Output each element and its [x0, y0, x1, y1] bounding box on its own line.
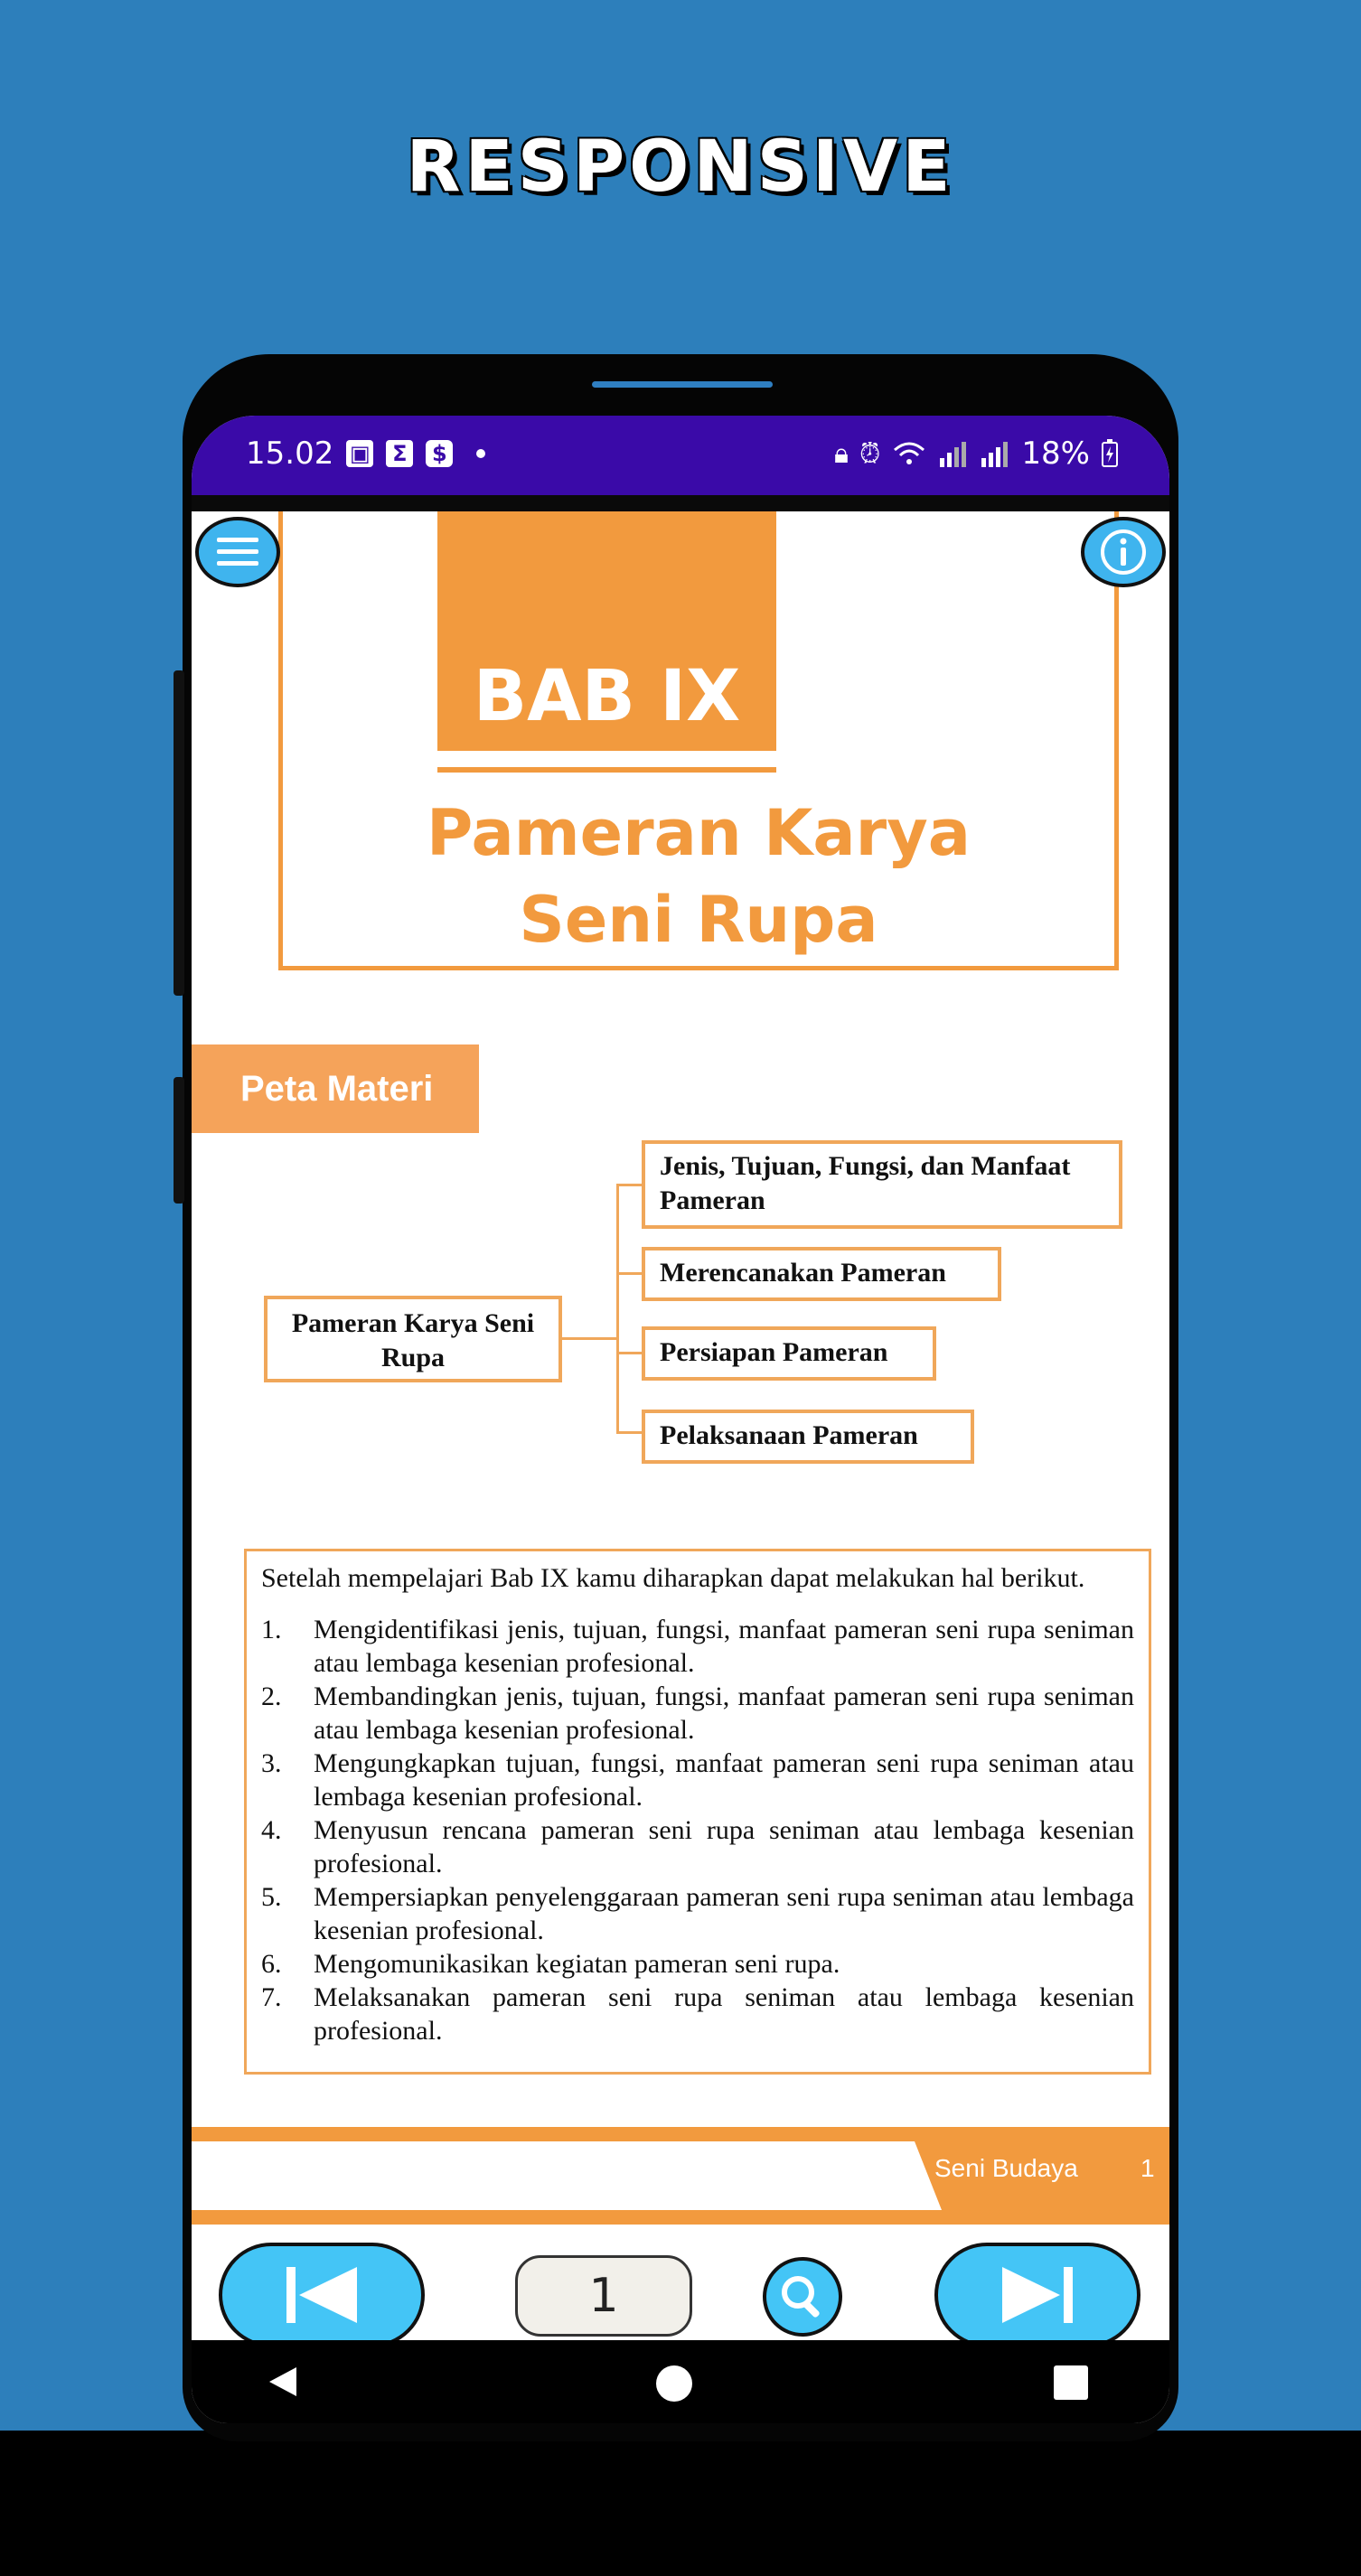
info-icon [1099, 528, 1148, 576]
item-number: 5. [261, 1882, 282, 1912]
screen [192, 416, 1169, 2423]
objectives-box [244, 1549, 1151, 2075]
mind-map-branch [642, 1247, 1001, 1301]
footer-page-number: 1 [1140, 2154, 1155, 2182]
battery-charging-icon [1101, 439, 1119, 468]
list-item [261, 1880, 1134, 1947]
shop-icon: $ [426, 440, 453, 467]
footer-bar [192, 2127, 1169, 2141]
search-icon [775, 2270, 830, 2324]
chapter-divider [437, 767, 776, 773]
section-label: Peta Materi [192, 1044, 479, 1133]
item-number: 4. [261, 1815, 282, 1845]
footer-label: Seni Budaya [934, 2154, 1078, 2182]
document-page [192, 511, 1169, 2228]
speaker-grille [592, 381, 773, 388]
list-item [261, 1981, 1134, 2047]
volume-button [174, 670, 184, 996]
sigma-icon: Σ [386, 440, 413, 467]
list-item [261, 1680, 1134, 1747]
mind-map-root-line1: Pameran Karya Seni [291, 1308, 535, 1338]
item-number: 3. [261, 1748, 282, 1778]
connector [616, 1272, 642, 1275]
branch-text: Persiapan Pameran [660, 1337, 888, 1367]
menu-icon [215, 534, 260, 570]
connector [562, 1337, 616, 1340]
info-button[interactable] [1081, 517, 1166, 587]
list-item [261, 1947, 1134, 1981]
signal-icon [938, 440, 969, 467]
item-text: Mengungkapkan tujuan, fungsi, manfaat pameran seni rupa seniman atau lembaga kesenian profesional. [314, 1748, 1134, 1812]
system-navigation-bar [192, 2340, 1169, 2423]
page-number-input[interactable] [515, 2255, 692, 2337]
phone-frame [183, 354, 1178, 2441]
alarm-icon: ⏰︎ [859, 437, 881, 470]
mind-map-branch [642, 1140, 1122, 1229]
recents-icon[interactable] [1052, 2364, 1090, 2402]
item-text: Mempersiapkan penyelenggaraan pameran seni rupa seniman atau lembaga kesenian profesional. [314, 1882, 1134, 1945]
chapter-title [278, 790, 1119, 963]
item-number: 2. [261, 1681, 282, 1711]
promo-title: RESPONSIVE [406, 126, 955, 208]
mind-map-root [264, 1296, 562, 1382]
item-number: 1. [261, 1615, 282, 1644]
chapter-title-line2: Seni Rupa [519, 883, 878, 957]
connector [616, 1184, 642, 1186]
branch-text: Pameran [660, 1185, 765, 1215]
bottom-band [0, 2431, 1361, 2576]
branch-text: Merencanakan Pameran [660, 1258, 946, 1288]
next-page-button[interactable] [934, 2243, 1140, 2347]
lock-icon: 🔒︎ [834, 437, 849, 470]
objectives-intro: Setelah mempelajari Bab IX kamu diharapkan dapat melakukan hal berikut. [261, 1563, 1085, 1593]
back-icon[interactable] [264, 2364, 300, 2400]
skip-previous-icon [281, 2263, 362, 2327]
list-item [261, 1613, 1134, 1680]
branch-text: Pelaksanaan Pameran [660, 1420, 918, 1450]
notification-dot-icon [476, 449, 485, 458]
status-time: 15.02 [246, 436, 334, 472]
power-button [174, 1077, 184, 1204]
home-icon[interactable] [654, 2364, 694, 2403]
list-item [261, 1813, 1134, 1880]
item-text: Membandingkan jenis, tujuan, fungsi, manfaat pameran seni rupa seniman atau lembaga kesenian profesional. [314, 1681, 1134, 1745]
list-item [261, 1747, 1134, 1813]
item-text: Mengomunikasikan kegiatan pameran seni rupa. [314, 1949, 840, 1979]
mind-map-root-line2: Rupa [380, 1343, 446, 1372]
item-text: Melaksanakan pameran seni rupa seniman atau lembaga kesenian profesional. [314, 1982, 1134, 2046]
item-number: 7. [261, 1982, 282, 2012]
connector [616, 1184, 619, 1431]
connector [616, 1352, 642, 1354]
menu-button[interactable] [195, 517, 280, 587]
skip-next-icon [997, 2263, 1078, 2327]
item-text: Mengidentifikasi jenis, tujuan, fungsi, manfaat pameran seni rupa seniman atau lembaga kesenian profesional. [314, 1615, 1134, 1678]
item-number: 6. [261, 1949, 282, 1979]
branch-text: Jenis, Tujuan, Fungsi, dan Manfaat [660, 1151, 1071, 1181]
search-button[interactable] [763, 2257, 842, 2337]
footer-bar [192, 2210, 1169, 2225]
wifi-icon [891, 439, 927, 468]
objectives-list [261, 1613, 1134, 2047]
battery-percent: 18% [1021, 436, 1090, 472]
item-text: Menyusun rencana pameran seni rupa seniman atau lembaga kesenian profesional. [314, 1815, 1134, 1878]
header-strip [192, 495, 1169, 511]
chapter-title-line1: Pameran Karya [427, 796, 971, 870]
mind-map-branch [642, 1410, 974, 1464]
mind-map-branch [642, 1326, 936, 1381]
previous-page-button[interactable] [219, 2243, 425, 2347]
signal-icon-2 [980, 440, 1010, 467]
chapter-number: BAB IX [473, 656, 741, 737]
status-bar [192, 416, 1169, 495]
gallery-icon: ▣ [346, 440, 373, 467]
connector [616, 1431, 642, 1434]
